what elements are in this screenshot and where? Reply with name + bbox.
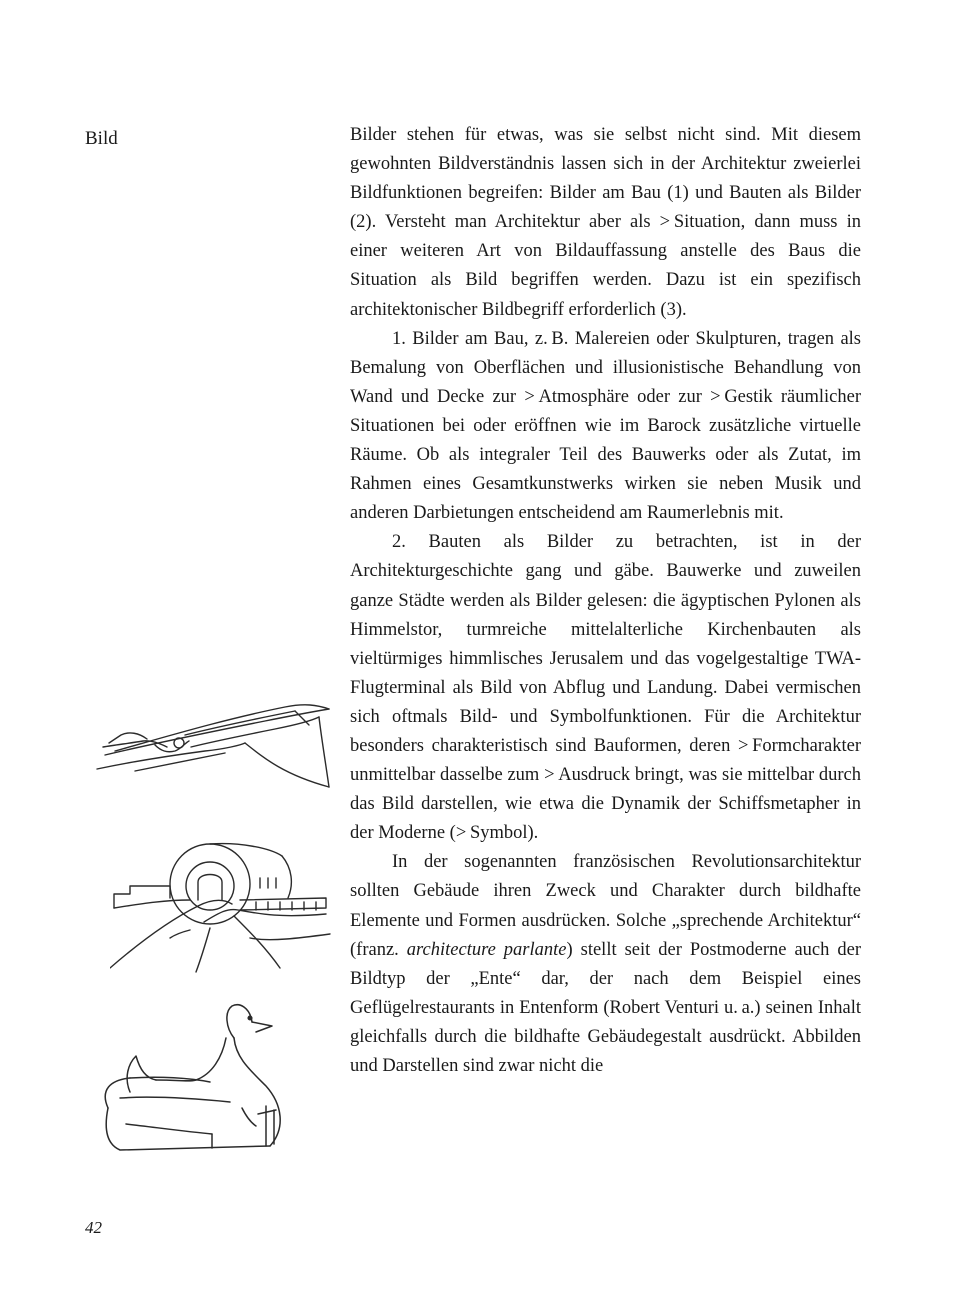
paragraph-text: In der sogenannten französischen Revolutionsarchitektur sollten Gebäude ihren Zweck und Charakter durch bildhafte Elemente und Formen ausdrücken. Solche „sprechende Architektur“ (franz.	[350, 852, 861, 960]
section-heading: Bild	[85, 128, 118, 149]
paragraph-bilder-am-bau	[350, 325, 861, 529]
paragraph-text: Bilder stehen für etwas, was sie selbst nicht sind. Mit diesem gewohnten Bildverständnis lassen sich in der Architektur zweierlei Bildfunktionen begreifen: Bilder am Bau (1) und Bauten als Bilder (2). Versteht man Architektur aber als > Situation, dann muss in einer weiteren Art von Bildauffassung anstelle des Baus die Situation als Bild begriffen werden. Dazu ist ein spezifisch architektonischer Bildbegriff erforderlich (3).	[350, 125, 861, 320]
paragraph-text: ) stellt seit der Postmoderne auch der Bildtyp der „Ente“ dar, der nach dem Beispiel eines Geflügelrestaurants in Entenform (Robert Venturi u. a.) seinen Inhalt gleichfalls durch die bildhafte Gebäudegestalt ausdrückt. Abbilden und Darstellen sind zwar nicht die	[350, 939, 861, 1076]
page-number: 42	[85, 1218, 102, 1237]
duck-building-sketch	[100, 998, 300, 1152]
paragraph-text: 2. Bauten als Bilder zu betrachten, ist in der Architekturgeschichte gang und gäbe. Bauwerke und zuweilen ganze Städte werden als Bilder gelesen: die ägyptischen Pylonen als Himmelstor, turmreiche mittelalterliche Kirchenbauten als vieltürmiges himmlisches Jerusalem und das vogelgestaltige TWA-Flugterminal als Bild von Abflug und Landung. Dabei vermischen sich oftmals Bild- und Symbolfunktionen. Für die Architektur besonders charakteristisch sind Bauformen, deren > Formcharakter unmittelbar dasselbe zum > Ausdruck bringt, was sie mittelbar durch das Bild darstellen, wie etwa die Dynamik der Schiffsmetapher in der Moderne (> Symbol).	[350, 532, 861, 844]
paragraph-text: 1. Bilder am Bau, z. B. Malereien oder Skulpturen, tragen als Bemalung von Oberflächen und illusionistische Behandlung von Wand und Decke zur > Atmosphäre oder zur > Gestik räumlicher Situationen bei oder eröffnen wie im Barock zusätzliche virtuelle Räume. Ob als integraler Teil des Bauwerks oder als Zutat, im Rahmen eines Gesamtkunstwerks wirken sie neben Musik und anderen Darbietungen entscheidend am Raumerlebnis mit.	[350, 328, 861, 524]
body-text	[350, 121, 861, 1081]
paragraph-revolutionsarchitektur	[350, 848, 861, 1081]
twa-terminal-sketch	[95, 695, 335, 805]
emphasis-text: architecture parlante	[406, 939, 567, 960]
paragraph-bauten-als-bilder	[350, 528, 861, 848]
round-building-sketch	[110, 838, 342, 974]
paragraph-intro	[350, 121, 861, 325]
